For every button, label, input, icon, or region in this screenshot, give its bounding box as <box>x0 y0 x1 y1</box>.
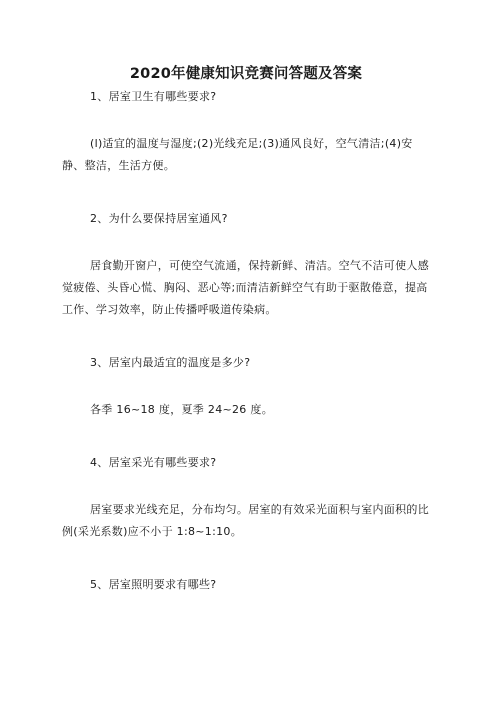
answer-3: 各季 16~18 度，夏季 24~26 度。 <box>90 403 274 416</box>
qa-item-5 <box>62 574 430 596</box>
document-title: 2020年健康知识竞赛问答题及答案 <box>129 66 363 82</box>
qa-item-3 <box>62 352 430 421</box>
question-2: 2、为什么要保持居室通风? <box>90 212 228 225</box>
qa-item-4 <box>62 452 430 543</box>
question-4: 4、居室采光有哪些要求? <box>90 456 217 469</box>
answer-4: 居室要求光线充足，分布均匀。居室的有效采光面积与室内面积的比例(采光系数)应不小于 1:8~1:10。 <box>62 503 429 538</box>
question-5: 5、居室照明要求有哪些? <box>90 578 217 591</box>
answer-1: (l)适宜的温度与湿度;(2)光线充足;(3)通风良好，空气清洁;(4)安静、整洁，生活方便。 <box>62 137 413 172</box>
qa-item-2 <box>62 208 430 321</box>
question-1: 1、居室卫生有哪些要求? <box>90 90 217 103</box>
question-3: 3、居室内最适宜的温度是多少? <box>90 356 251 369</box>
qa-item-1 <box>62 86 430 177</box>
answer-2: 居食勤开窗户，可使空气流通，保持新鲜、清洁。空气不洁可使人感觉疲倦、头昏心慌、胸闷、恶心等;而清洁新鲜空气有助于驱散倦意，提高工作、学习效率，防止传播呼吸道传染病。 <box>62 259 429 316</box>
